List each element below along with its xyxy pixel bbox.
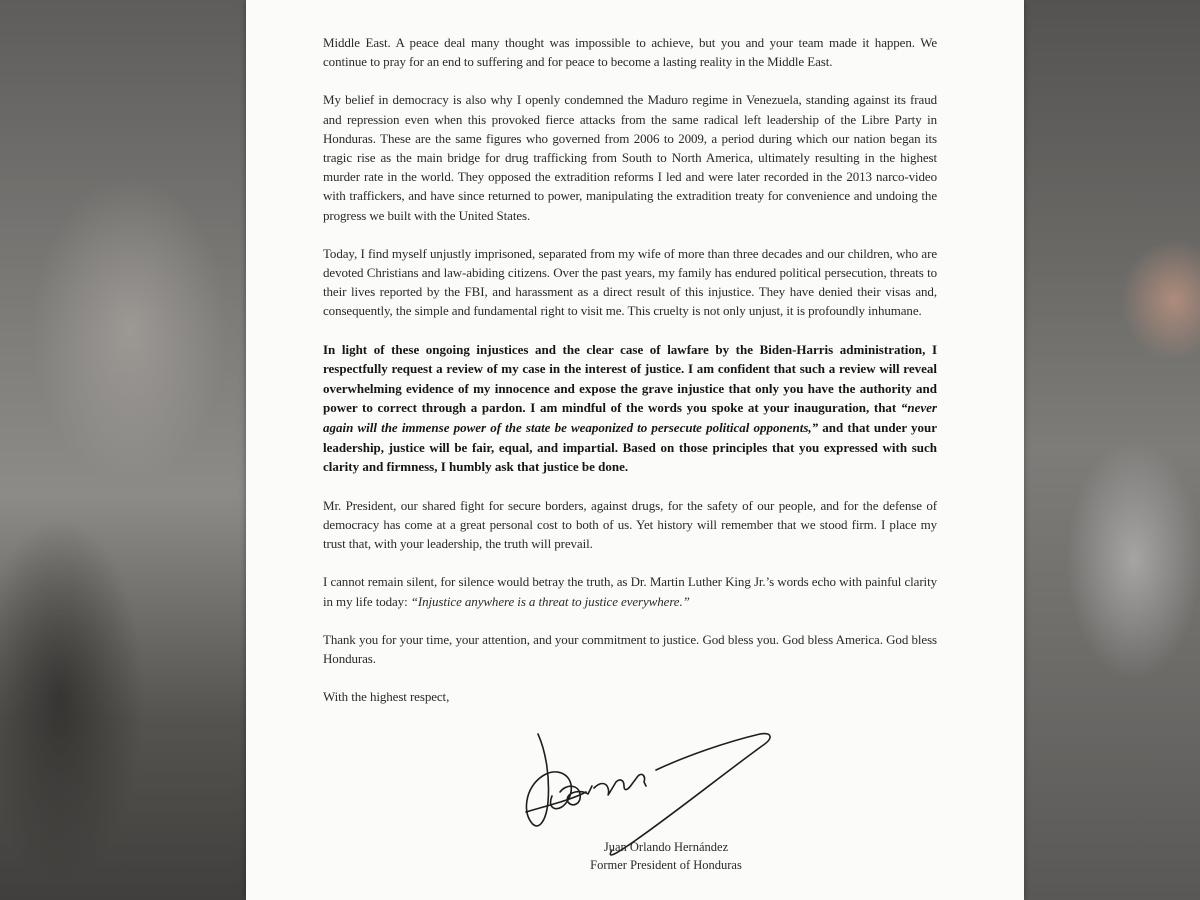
- pardon-request-closing: and that under your leadership, justice will be fair, equal, and impartial. Based on those principles that you expressed with such clarity and firmness, I humbly ask that justice be done.: [323, 420, 938, 475]
- inauguration-quote: “never again will the immense power of the state be weaponized to persecute political opponents,”: [323, 400, 937, 436]
- signer-name: Juan Orlando Hernández: [603, 840, 729, 854]
- paragraph-thanks: Thank you for your time, your attention, and your commitment to justice. God bless you. God bless America. God bless Honduras.: [323, 631, 937, 667]
- mlk-intro: I cannot remain silent, for silence would betray the truth, as Dr. Martin Luther King Jr.’s words echo with painful clarity in my life today:: [323, 574, 937, 609]
- letter-page: [246, 0, 1024, 900]
- blurred-background-right: [1024, 0, 1200, 900]
- paragraph-mlk: [323, 572, 937, 610]
- paragraph-pardon-request: [323, 340, 937, 477]
- letter-body: [323, 33, 937, 725]
- paragraph-imprisonment: Today, I find myself unjustly imprisoned, separated from my wife of more than three decades and our children, who are devoted Christians and law-abiding citizens. Over the past years, my family has endured political persecution, threats to their lives reported by the FBI, and harassment as a direct result of this injustice. They have denied their visas and, consequently, the simple and fundamental right to visit me. This cruelty is not only unjust, it is profoundly inhumane.: [323, 245, 937, 319]
- paragraph-democracy: My belief in democracy is also why I openly condemned the Maduro regime in Venezuela, standing against its fraud and repression even when this provoked fierce attacks from the same radical left leadership of the Libre Party in Honduras. These are the same figures who governed from 2006 to 2009, a period during which our nation began its tragic rise as the main bridge for drug trafficking from South to North America, ultimately resulting in the highest murder rate in the world. They opposed the extradition reforms I led and were later recorded in the 2013 narco-video with traffickers, and have since returned to power, manipulating the extradition treaty for convenience and undoing the progress we built with the United States.: [323, 92, 937, 223]
- mlk-quote: “Injustice anywhere is a threat to justice everywhere.”: [410, 593, 690, 609]
- pardon-request-text: In light of these ongoing injustices and the clear case of lawfare by the Biden-Harris administration, I respectfully request a review of my case in the interest of justice. I am confident that such a review will reveal overwhelming evidence of my innocence and expose the grave injustice that only you have the authority and power to correct through a pardon. I am mindful of the words you spoke at your inauguration, that: [323, 341, 937, 416]
- paragraph-middle-east: Middle East. A peace deal many thought was impossible to achieve, but you and your team made it happen. We continue to pray for an end to suffering and for peace to become a lasting reality in the Middle East.: [323, 35, 937, 70]
- paragraph-shared-fight: Mr. President, our shared fight for secure borders, against drugs, for the safety of our people, and for the defense of democracy has come at a great personal cost to both of us. Yet history will remember that we stood firm. I place my trust that, with your leadership, the truth will prevail.: [323, 497, 937, 552]
- closing-line: With the highest respect,: [323, 689, 450, 705]
- signature-block: [566, 838, 766, 874]
- blurred-background-left: [0, 0, 246, 900]
- signer-title: Former President of Honduras: [590, 858, 742, 872]
